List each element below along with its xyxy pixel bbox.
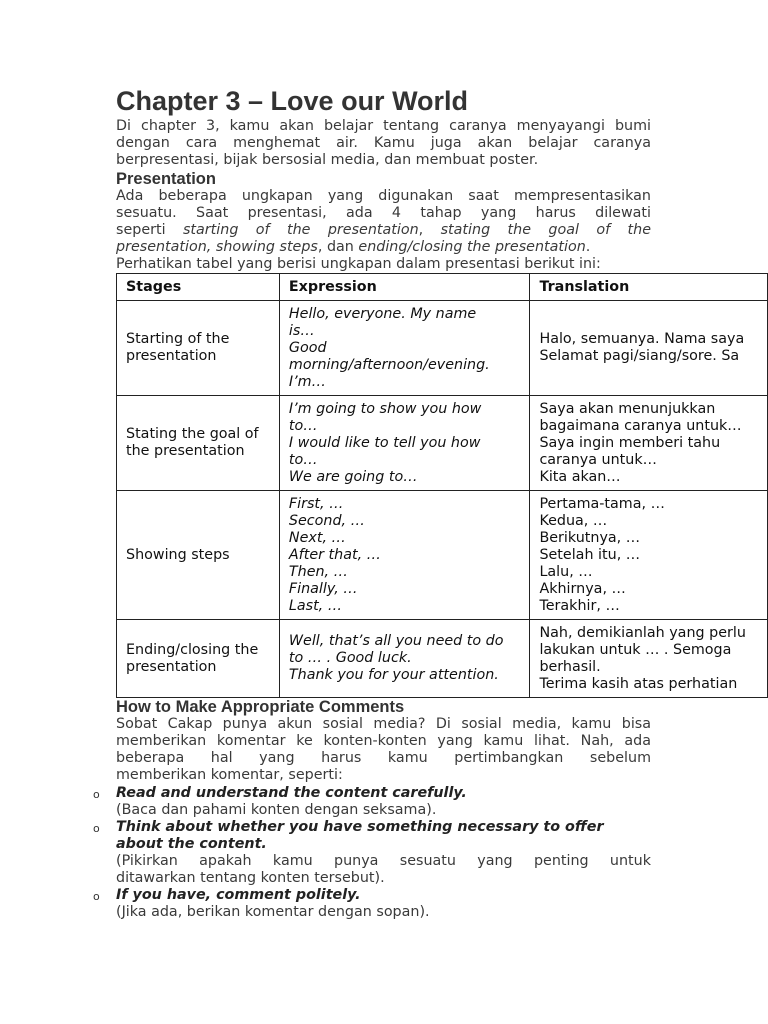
translation-cell: [530, 491, 768, 620]
intro-line: Di chapter 3, kamu akan belajar tentang caranya menyayangi bumi: [116, 118, 651, 134]
presentation-paragraph: [116, 188, 651, 273]
cell-line: bagaimana caranya untuk…: [539, 417, 742, 434]
expression-cell: [279, 620, 530, 698]
stage-cell: [117, 301, 280, 396]
text-run: ,: [418, 222, 441, 238]
bullet-heading-line: Read and understand the content carefully.: [116, 785, 467, 801]
cell-line: Terima kasih atas perhatian: [539, 675, 738, 692]
cell-line: Pertama-tama, …: [539, 495, 665, 512]
cell-line: the presentation: [126, 443, 245, 459]
cell-line: Good: [288, 339, 327, 356]
cell-line: Terakhir, …: [539, 597, 620, 614]
presentation-line: sesuatu. Saat presentasi, ada 4 tahap yang harus dilewati: [116, 205, 651, 221]
cell-line: Saya ingin memberi tahu: [539, 434, 721, 451]
bullet-marker: o: [93, 890, 100, 903]
text-run-italic: stating the goal of the: [440, 222, 652, 238]
text-run: , dan: [317, 239, 359, 255]
cell-line: Saya akan menunjukkan: [539, 400, 716, 417]
cell-line: Kita akan…: [539, 468, 621, 485]
cell-line: Akhirnya, …: [539, 580, 626, 597]
table-row: [117, 301, 768, 396]
cell-line: to…: [288, 451, 318, 468]
cell-line: Second, …: [288, 512, 365, 529]
cell-line: presentation: [126, 658, 217, 675]
stage-cell: [117, 491, 280, 620]
expression-cell: [279, 396, 530, 491]
translation-cell: [530, 396, 768, 491]
chapter-title: Chapter 3 – Love our World: [116, 86, 469, 116]
bullet-note-line: (Pikirkan apakah kamu punya sesuatu yang penting untuk: [116, 853, 651, 869]
cell-line: Halo, semuanya. Nama saya: [539, 331, 745, 347]
bullet-note-line: (Jika ada, berikan komentar dengan sopan).: [116, 904, 430, 920]
bullet-note-line: (Baca dan pahami konten dengan seksama).: [116, 802, 437, 818]
bullet-heading: [116, 887, 651, 904]
bullet-heading-line: If you have, comment politely.: [116, 887, 361, 903]
cell-line: I’m going to show you how: [288, 400, 482, 417]
text-run-italic: starting of the presentation: [182, 222, 419, 238]
presentation-line: Ada beberapa ungkapan yang digunakan saat mempresentasikan: [116, 188, 651, 204]
presentation-line: Perhatikan tabel yang berisi ungkapan dalam presentasi berikut ini:: [116, 256, 601, 272]
cell-line: Berikutnya, …: [539, 529, 641, 546]
cell-line: Lalu, …: [539, 563, 593, 580]
comments-paragraph: [116, 716, 651, 784]
cell-line: Then, …: [288, 563, 348, 580]
cell-line: Stating the goal of: [126, 426, 259, 442]
presentation-line: [116, 222, 651, 239]
comments-line: Sobat Cakap punya akun sosial media? Di sosial media, kamu bisa: [116, 716, 651, 732]
bullet-note: [116, 802, 651, 819]
comments-heading: How to Make Appropriate Comments: [116, 698, 405, 716]
expression-cell: [279, 491, 530, 620]
cell-line: Well, that’s all you need to do: [288, 633, 504, 649]
comments-line: memberikan komentar ke konten-konten yang kamu lihat. Nah, ada: [116, 733, 651, 749]
bullet-heading-line: about the content.: [116, 836, 267, 852]
bullet-note: [116, 904, 651, 921]
cell-line: Finally, …: [288, 580, 358, 597]
bullet-note-line: ditawarkan tentang konten tersebut).: [116, 870, 385, 886]
cell-line: to…: [288, 417, 318, 434]
table-row: [117, 491, 768, 620]
cell-line: berhasil.: [539, 658, 601, 675]
cell-line: First, …: [288, 495, 344, 512]
header-expression: Expression: [279, 274, 530, 301]
text-run: .: [585, 239, 591, 255]
cell-line: Starting of the: [126, 331, 230, 347]
header-stages: Stages: [117, 274, 280, 301]
stage-cell: [117, 620, 280, 698]
table-row: [117, 396, 768, 491]
cell-line: Setelah itu, …: [539, 546, 641, 563]
intro-line: dengan cara menghemat air. Kamu juga akan belajar caranya: [116, 135, 651, 151]
intro-paragraph: [116, 118, 651, 169]
cell-line: After that, …: [288, 546, 381, 563]
cell-line: is…: [288, 322, 315, 339]
stage-cell: [117, 396, 280, 491]
cell-line: Thank you for your attention.: [288, 667, 499, 683]
text-run-italic: presentation, showing steps: [116, 239, 318, 255]
cell-line: lakukan untuk … . Semoga: [539, 641, 732, 658]
bullet-heading: [116, 785, 651, 802]
bullet-marker: o: [93, 788, 100, 801]
text-run-italic: ending/closing the presentation: [358, 239, 586, 255]
comments-line: beberapa hal yang harus kamu pertimbangkan sebelum: [116, 750, 651, 766]
table-header-row: [117, 274, 768, 301]
cell-line: Ending/closing the: [126, 641, 259, 658]
cell-line: Selamat pagi/siang/sore. Sa: [539, 348, 740, 364]
cell-line: Last, …: [288, 597, 343, 614]
cell-line: to … . Good luck.: [288, 650, 412, 666]
header-translation: Translation: [530, 274, 768, 301]
bullet-heading-line: Think about whether you have something necessary to offer: [116, 819, 604, 835]
cell-line: I would like to tell you how: [288, 434, 481, 451]
intro-line: berpresentasi, bijak bersosial media, dan membuat poster.: [116, 152, 539, 168]
cell-line: Showing steps: [126, 546, 230, 563]
presentation-table: [116, 273, 768, 698]
bullet-note: [116, 853, 651, 887]
cell-line: We are going to…: [288, 468, 418, 485]
expression-cell: [279, 301, 530, 396]
translation-cell: [530, 620, 768, 698]
translation-cell: [530, 301, 768, 396]
cell-line: Hello, everyone. My name: [288, 305, 477, 322]
bullet-marker: o: [93, 822, 100, 835]
bullet-heading: [116, 819, 651, 853]
cell-line: Kedua, …: [539, 512, 608, 529]
cell-line: Nah, demikianlah yang perlu: [539, 624, 746, 641]
presentation-line: [116, 239, 651, 256]
cell-line: Next, …: [288, 529, 346, 546]
cell-line: morning/afternoon/evening.: [288, 356, 490, 373]
table-row: [117, 620, 768, 698]
comments-line: memberikan komentar, seperti:: [116, 767, 343, 783]
presentation-heading: Presentation: [116, 170, 216, 188]
cell-line: I’m…: [288, 373, 326, 390]
cell-line: presentation: [126, 348, 217, 364]
text-run: seperti: [116, 222, 183, 238]
cell-line: caranya untuk…: [539, 451, 657, 468]
